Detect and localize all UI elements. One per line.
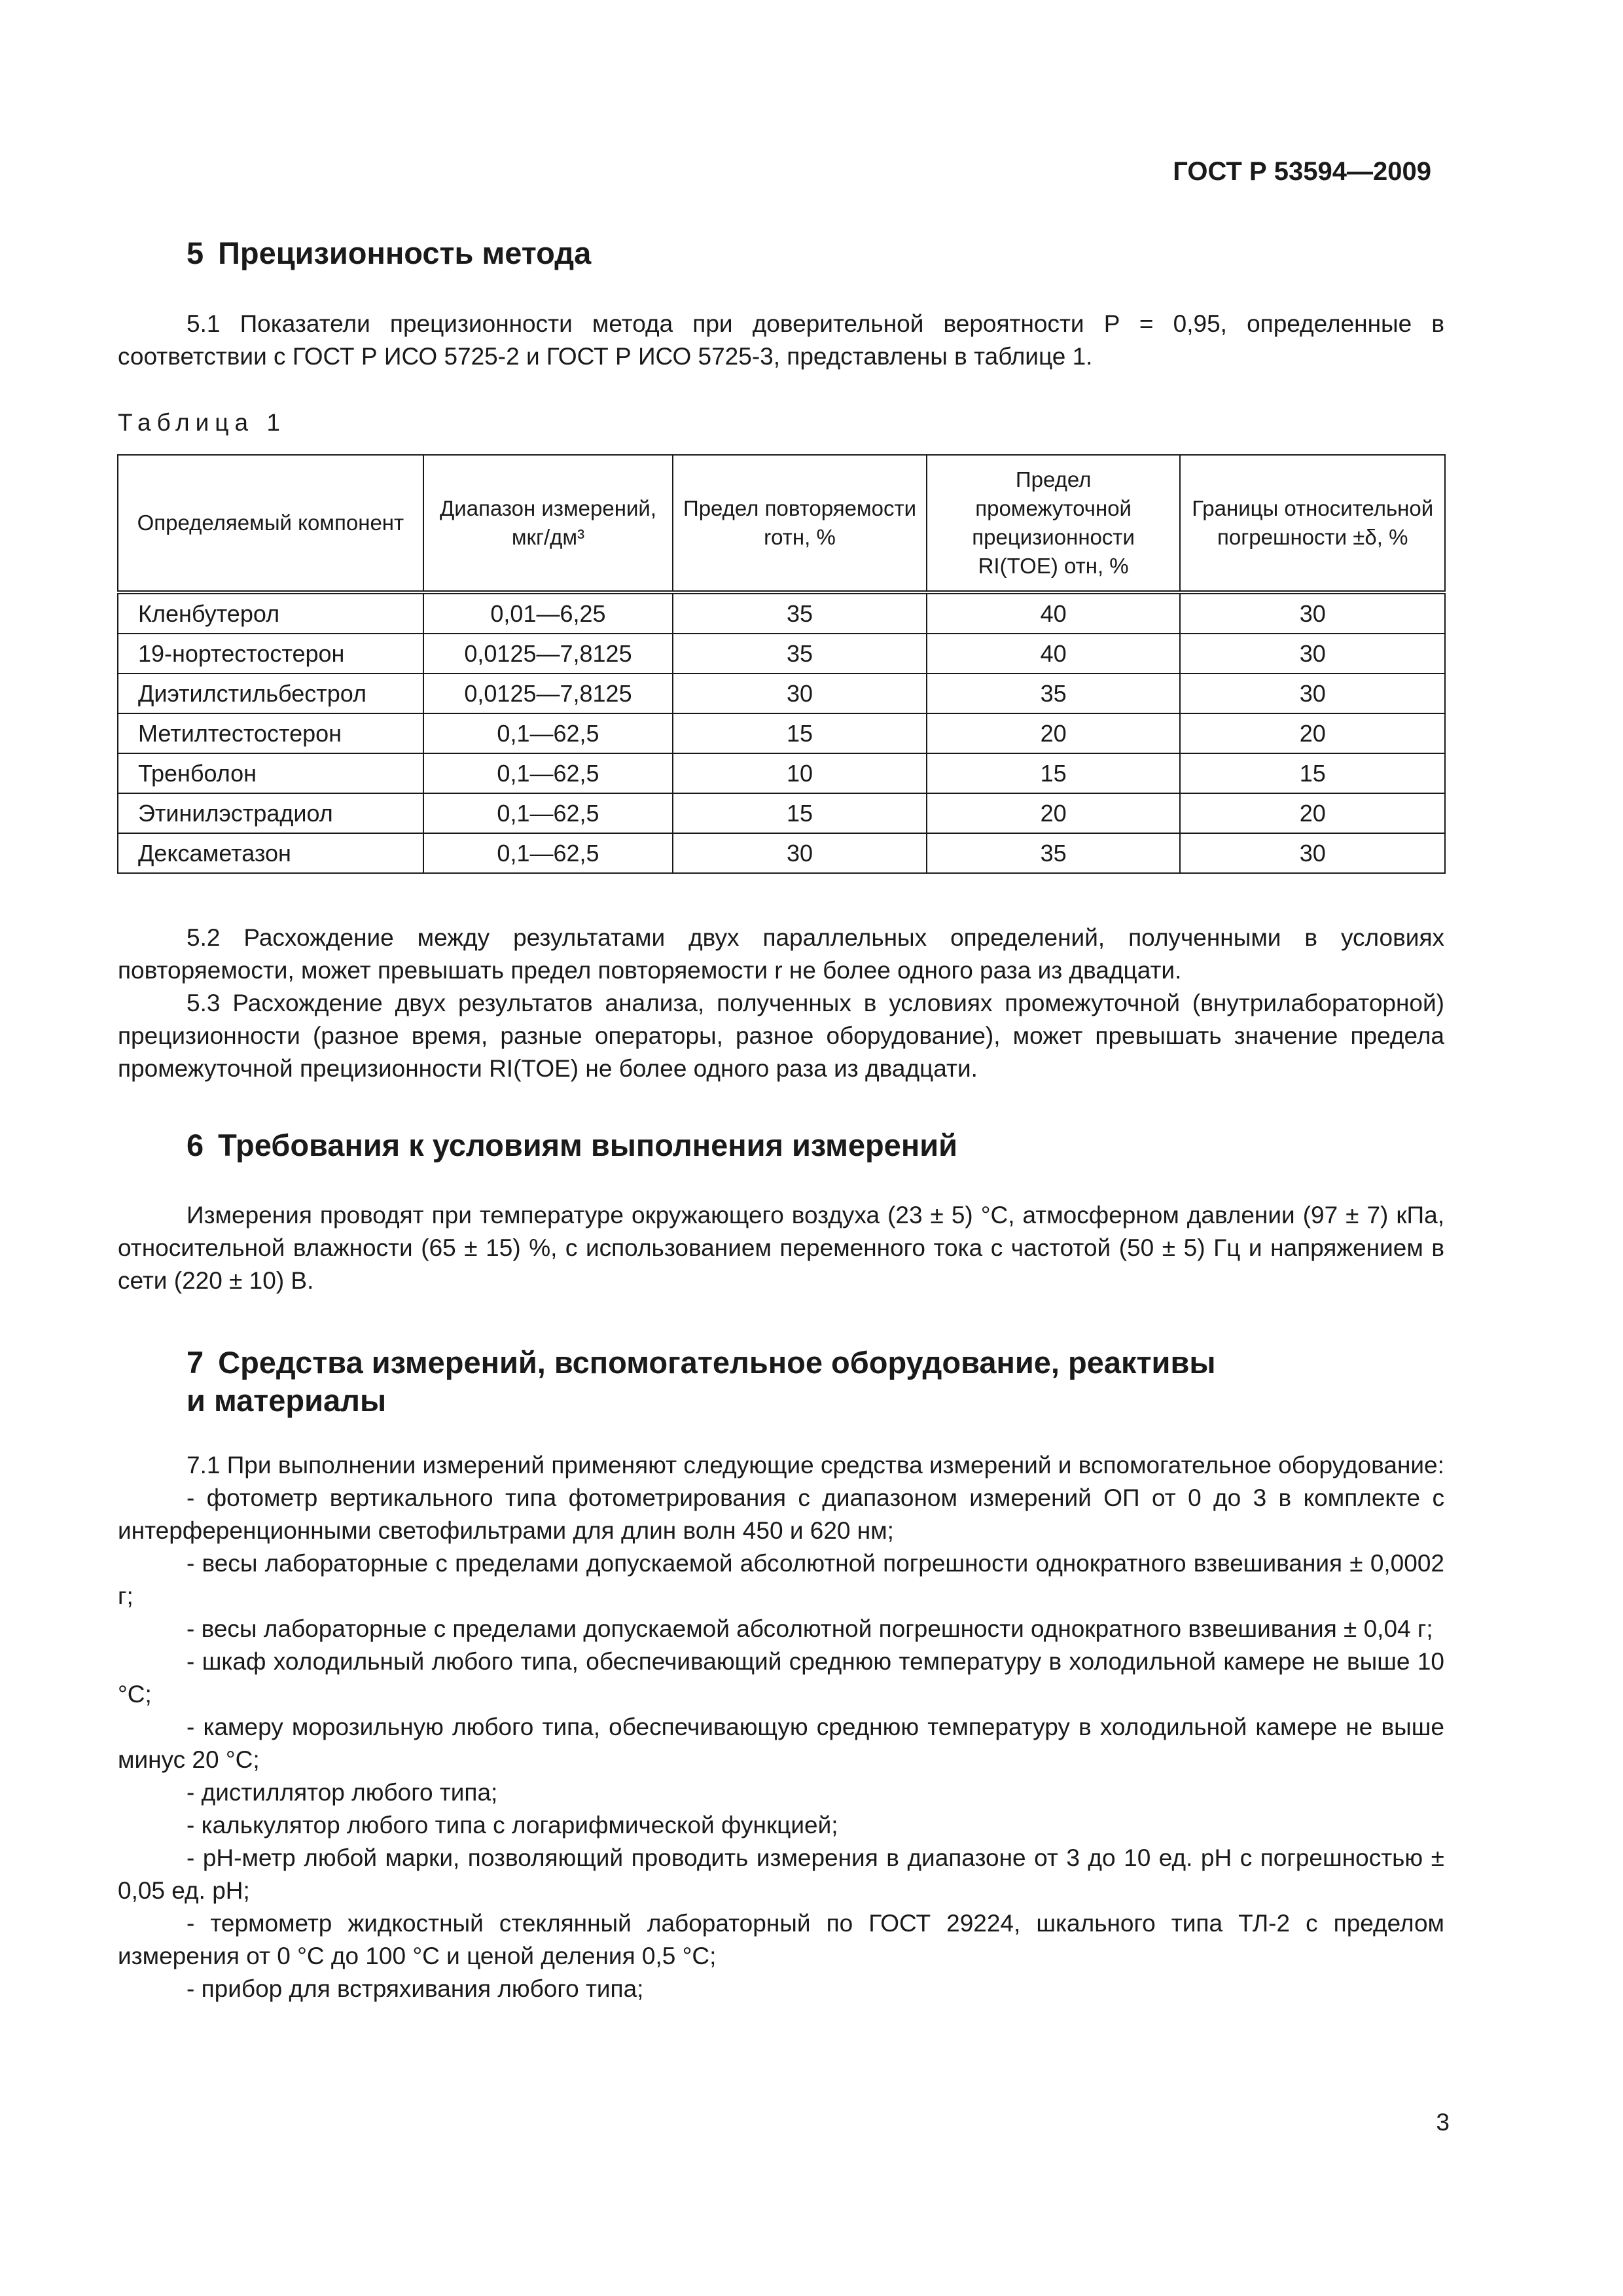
paragraph-5-2: 5.2 Расхождение между результатами двух параллельных определений, полученными в условиях повторяемости, может превышать предел повторяемости r не более одного раза из двадцати. [118,924,1444,984]
table-cell: 0,01—6,25 [423,592,673,634]
table-cell: 30 [1180,833,1445,873]
section-5-heading [187,234,591,273]
table-header-cell: Границы относительной погрешности ±δ, % [1180,455,1445,592]
table-cell: Тренболон [118,753,423,793]
table-cell: 15 [673,713,927,753]
table-cell: 20 [1180,713,1445,753]
table-row [118,833,1445,873]
list-item: - фотометр вертикального типа фотометрирования с диапазоном измерений ОП от 0 до 3 в комплекте с интерференционными светофильтрами для длин волн 450 и 620 нм; [118,1484,1444,1544]
table-caption: Таблица 1 [118,409,286,436]
table-cell: 30 [1180,634,1445,673]
table-cell: Диэтилстильбестрол [118,673,423,713]
section-number: 6 [187,1128,204,1162]
paragraph-5-1: 5.1 Показатели прецизионности метода при доверительной вероятности P = 0,95, определенные в соответствии с ГОСТ Р ИСО 5725-2 и ГОСТ Р ИСО 5725-3, представлены в таблице 1. [118,310,1444,370]
paragraph-7-1: 7.1 При выполнении измерений применяют следующие средства измерений и вспомогательное оборудование: [187,1452,1444,1479]
paragraph-6: Измерения проводят при температуре окружающего воздуха (23 ± 5) °С, атмосферном давлении (97 ± 7) кПа, относительной влажности (65 ± 15) %, с использованием переменного тока с частотой (50 ± 5) Гц и напряжением в сети (220 ± 10) В. [118,1202,1444,1294]
list-item: - весы лабораторные с пределами допускаемой абсолютной погрешности однократного взвешивания ± 0,04 г; [187,1615,1433,1642]
table-header-cell: Предел промежуточной прецизионности RI(TOE) отн, % [927,455,1181,592]
table-cell: 20 [1180,793,1445,833]
table-row [118,753,1445,793]
list-item: - термометр жидкостный стеклянный лабораторный по ГОСТ 29224, шкального типа ТЛ-2 с пределом измерения от 0 °С до 100 °С и ценой деления 0,5 °С; [118,1910,1444,1969]
table-cell: 10 [673,753,927,793]
section-title: Прецизионность метода [218,236,592,270]
list-item: - прибор для встряхивания любого типа; [187,1975,644,2002]
table-cell: 35 [673,592,927,634]
table-cell: Этинилэстрадиол [118,793,423,833]
table-row [118,713,1445,753]
table-row [118,673,1445,713]
table-cell: 0,0125—7,8125 [423,673,673,713]
table-cell: 35 [673,634,927,673]
table-header-cell: Определяемый компонент [118,455,423,592]
table-cell: 30 [673,833,927,873]
table-cell: Метилтестостерон [118,713,423,753]
table-cell: Кленбутерол [118,592,423,634]
table-cell: 0,0125—7,8125 [423,634,673,673]
paragraph-5-3: 5.3 Расхождение двух результатов анализа, полученных в условиях промежуточной (внутрилабораторной) прецизионности (разное время, разные операторы, разное оборудование), может превышать значение предела промежуточной прецизионности RI(TOE) не более одного раза из двадцати. [118,990,1444,1082]
list-item: - калькулятор любого типа с логарифмической функцией; [187,1812,838,1839]
section-7-heading [187,1343,1215,1382]
section-title: Средства измерений, вспомогательное оборудование, реактивы [218,1345,1216,1380]
precision-table [117,454,1446,874]
table-cell: 15 [673,793,927,833]
table-header-row [118,455,1445,592]
table-cell: 15 [927,753,1181,793]
section-number: 5 [187,236,204,270]
table-row [118,592,1445,634]
table-cell: 0,1—62,5 [423,753,673,793]
table-cell: 30 [1180,673,1445,713]
table-cell: 19-нортестостерон [118,634,423,673]
table-row [118,793,1445,833]
list-item: - шкаф холодильный любого типа, обеспечивающий среднюю температуру в холодильной камере не выше 10 °С; [118,1648,1444,1708]
table-row [118,634,1445,673]
equipment-list [118,1449,1444,2005]
table-cell: 20 [927,713,1181,753]
section-7-heading-continued: и материалы [187,1383,387,1418]
section-6-heading [187,1126,957,1165]
table-cell: 20 [927,793,1181,833]
table-header-cell: Диапазон измерений, мкг/дм³ [423,455,673,592]
section-number: 7 [187,1345,204,1380]
table-cell: 0,1—62,5 [423,793,673,833]
table-cell: 40 [927,592,1181,634]
table-cell: 15 [1180,753,1445,793]
table-cell: 35 [927,673,1181,713]
page-number: 3 [1436,2109,1450,2136]
list-item: - рН-метр любой марки, позволяющий проводить измерения в диапазоне от 3 до 10 ед. рН с погрешностью ± 0,05 ед. рН; [118,1844,1444,1904]
table-cell: 30 [1180,592,1445,634]
list-item: - дистиллятор любого типа; [187,1779,498,1806]
table-cell: Дексаметазон [118,833,423,873]
table-cell: 0,1—62,5 [423,713,673,753]
standard-header: ГОСТ Р 53594—2009 [1173,157,1431,186]
section-title: Требования к условиям выполнения измерений [218,1128,957,1162]
table-cell: 0,1—62,5 [423,833,673,873]
table-cell: 30 [673,673,927,713]
table-cell: 35 [927,833,1181,873]
list-item: - весы лабораторные с пределами допускаемой абсолютной погрешности однократного взвешивания ± 0,0002 г; [118,1550,1444,1609]
table-header-cell: Предел повторяемости rотн, % [673,455,927,592]
table-cell: 40 [927,634,1181,673]
list-item: - камеру морозильную любого типа, обеспечивающую среднюю температуру в холодильной камере не выше минус 20 °С; [118,1713,1444,1773]
